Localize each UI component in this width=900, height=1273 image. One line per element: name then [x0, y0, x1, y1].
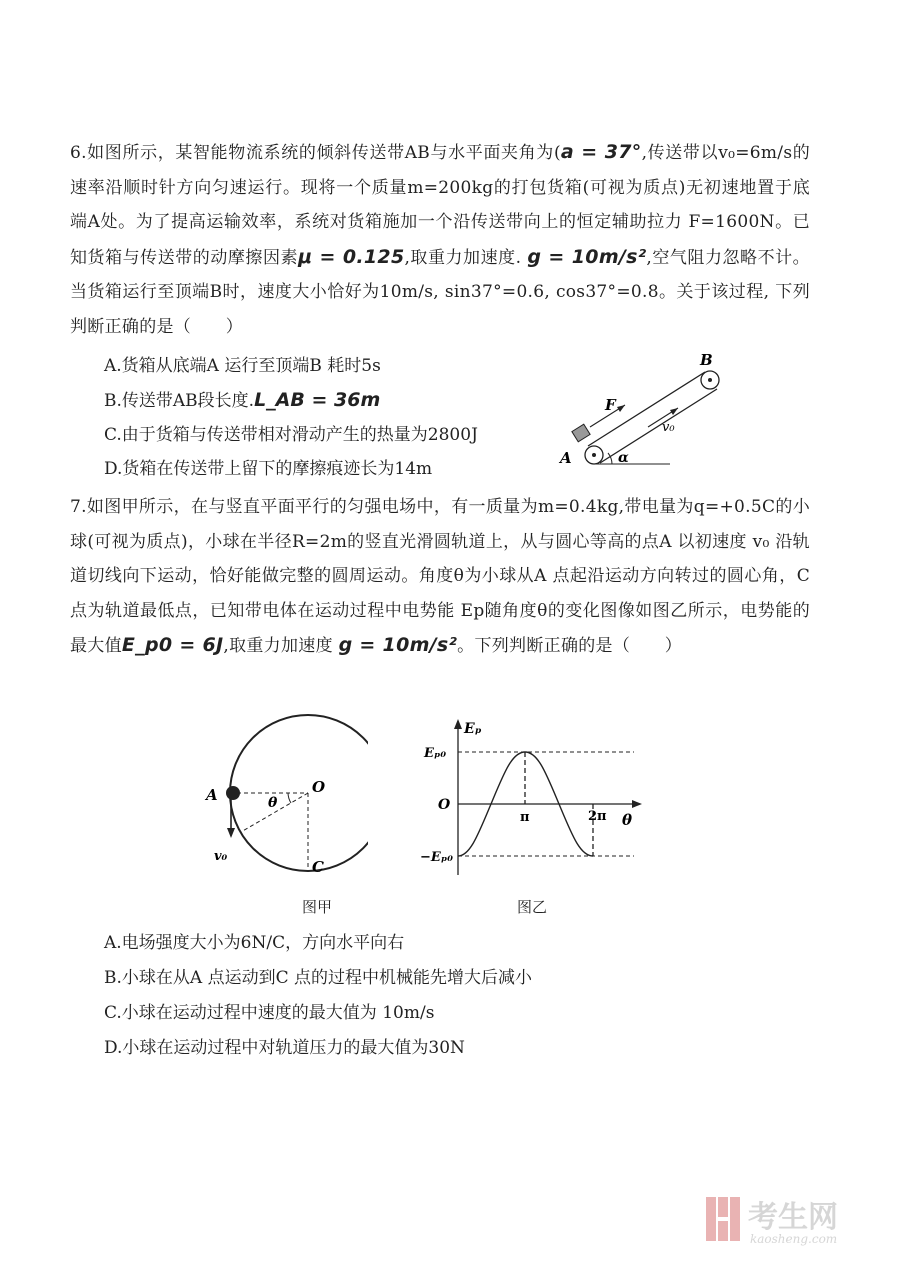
caption-yi: 图乙 — [517, 898, 548, 916]
label-pi: π — [520, 810, 530, 825]
angle-expr: a = 37° — [560, 141, 642, 163]
conveyor-figure — [550, 345, 740, 475]
q7-option-c: C.小球在运动过程中速度的最大值为 10m/s — [104, 1003, 435, 1023]
watermark-cn: 考生网 — [748, 1200, 838, 1235]
q7-option-d: D.小球在运动过程中对轨道压力的最大值为30N — [104, 1038, 465, 1058]
figure-yi — [418, 715, 648, 885]
q7-option-b: B.小球在从A 点运动到C 点的过程中机械能先增大后减小 — [104, 968, 532, 988]
label-b: B — [700, 351, 713, 369]
label-theta-yi: θ — [622, 811, 633, 829]
q6-stem-a: 6.如图所示，某智能物流系统的倾斜传送带AB与水平面夹角为( — [70, 143, 561, 163]
label-c-jia: C — [312, 858, 324, 876]
mu-expr: μ = 0.125 — [298, 245, 405, 268]
label-a: A — [560, 449, 572, 467]
q6-stem — [70, 135, 810, 345]
label-a-jia: A — [206, 786, 218, 804]
q6-stem-b: ,传送带以v₀=6m/s的速率沿顺时针方向匀速运行。现将一个质量m=200kg的打包货箱(可视为质点)无初速地置于底端A处。为了提高运输效率，系统对货箱施加一个沿传送带向上的恒定辅助拉力 F=1600N。已知货箱与传送带的动摩擦因素 — [70, 143, 811, 268]
q6-stem-c: ,取重力加速度. — [404, 247, 522, 268]
q6-option-b-text: B.传送带AB段长度. — [104, 391, 255, 411]
label-f: F — [605, 396, 616, 414]
ep0-expr: E_p0 = 6J — [121, 634, 224, 657]
label-2pi: 2π — [588, 809, 607, 824]
figure-jia — [198, 700, 368, 890]
label-neg-ep0: −Eₚ₀ — [420, 850, 453, 865]
label-v0-jia: v₀ — [214, 849, 228, 864]
q6-option-c: C.由于货箱与传送带相对滑动产生的热量为2800J — [104, 425, 478, 445]
label-alpha: α — [618, 450, 629, 466]
watermark-en: kaosheng.com — [750, 1232, 838, 1246]
g-expr: g = 10m/s² — [527, 245, 647, 268]
g-expr-2: g = 10m/s² — [338, 634, 458, 657]
label-v0: v₀ — [662, 420, 675, 435]
q6-option-d: D.货箱在传送带上留下的摩擦痕迹长为14m — [104, 459, 433, 479]
q7-stem-c: 。下列判断正确的是（ ） — [457, 636, 683, 657]
q7-stem-a: 7.如图甲所示，在与竖直平面平行的匀强电场中，有一质量为m=0.4kg,带电量为q=+0.5C的小球(可视为质点)，小球在半径R=2m的竖直光滑圆轨道上，从与圆心等高的点A 以初速度 v₀ 沿轨道切线向下运动，恰好能做完整的圆周运动。角度θ为小球从A 点起沿运动方向转过的圆心角，C点为轨道最低点，已知带电体在运动过程中电势能 Ep随角度θ的变化图像如图乙所示，电势能的最大值 — [70, 497, 810, 657]
q7-stem — [70, 490, 810, 664]
watermark — [702, 1189, 872, 1253]
q6-option-b — [104, 383, 380, 418]
lab-expr: L_AB = 36m — [254, 389, 381, 411]
q6-option-a: A.货箱从底端A 运行至顶端B 耗时5s — [104, 356, 381, 376]
q7-option-a: A.电场强度大小为6N/C，方向水平向右 — [104, 933, 405, 953]
label-ep-axis: Eₚ — [464, 721, 482, 737]
watermark-logo-icon — [702, 1189, 872, 1249]
label-ep0: Eₚ₀ — [424, 746, 447, 761]
q6-stem-d: ,空气阻力忽略不计。当货箱运行至顶端B时，速度大小恰好为10m/s, sin37°=0.6, cos37°=0.8。关于该过程, 下列判断正确的是（ ） — [70, 247, 810, 337]
q7-stem-b: ,取重力加速度 — [223, 636, 333, 657]
caption-jia: 图甲 — [302, 898, 333, 916]
label-o-yi: O — [438, 797, 451, 813]
label-o-jia: O — [312, 778, 326, 796]
label-theta-jia: θ — [268, 795, 278, 811]
